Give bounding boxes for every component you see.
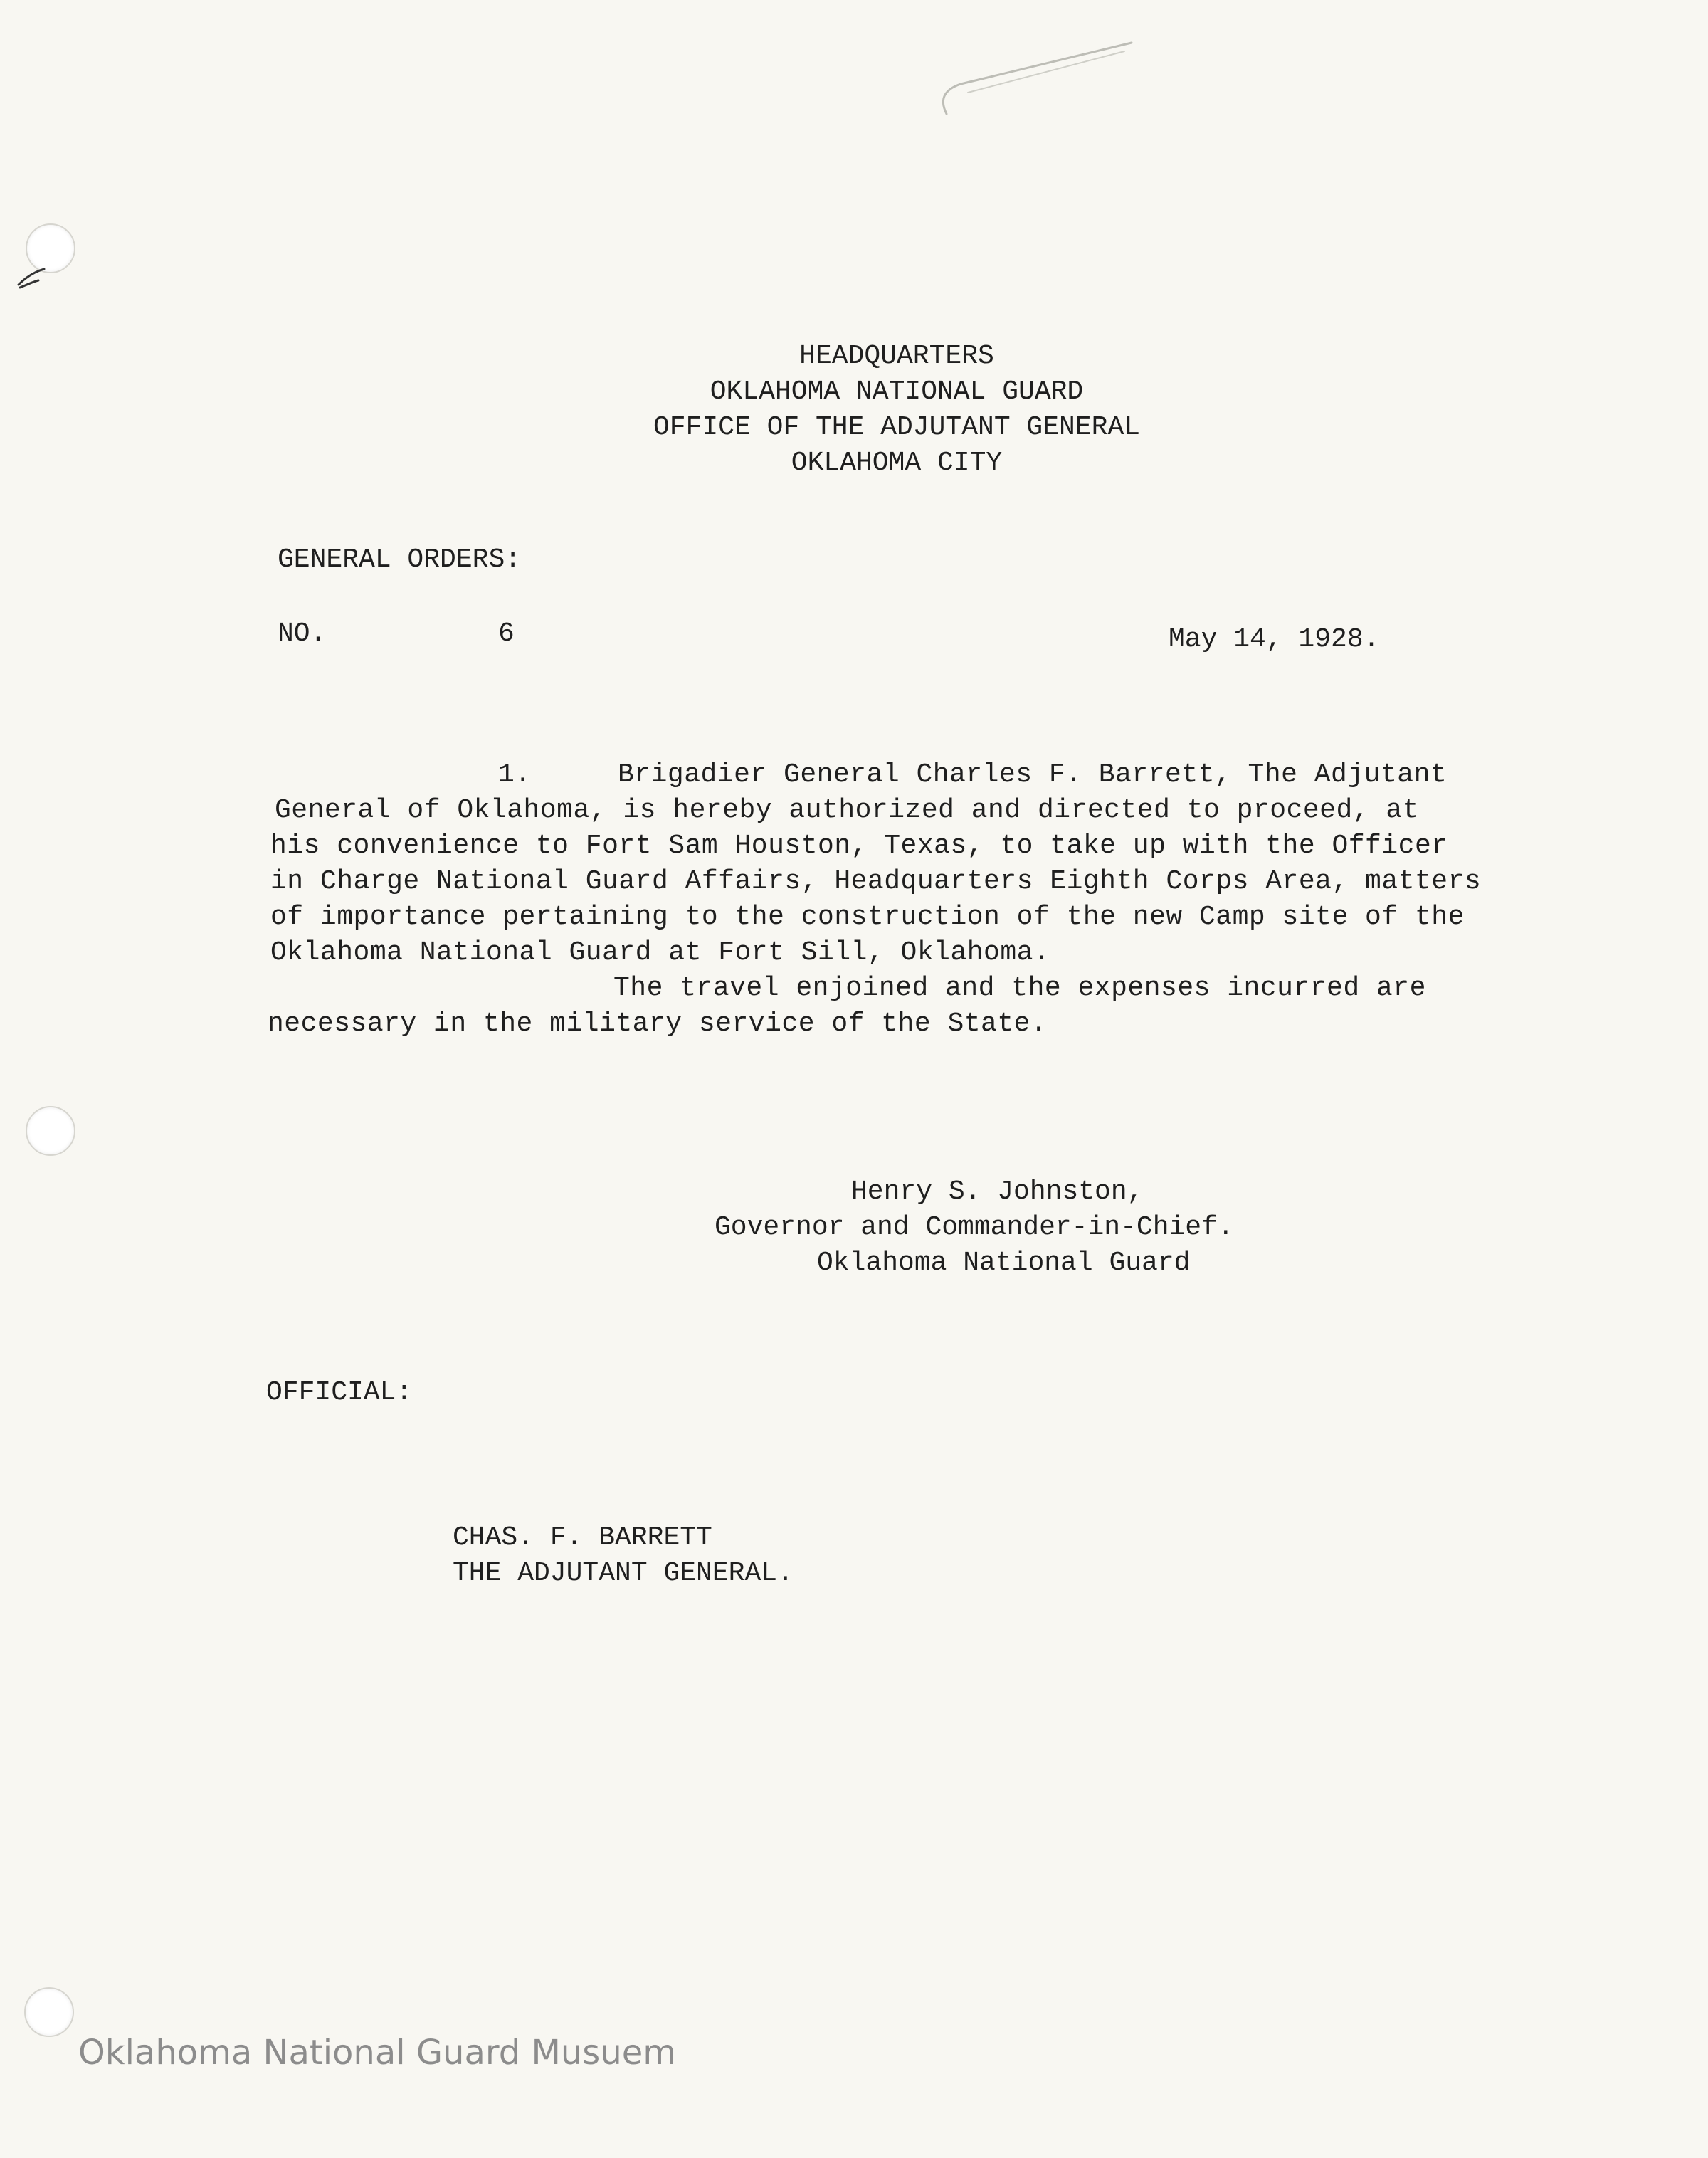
museum-watermark: Oklahoma National Guard Musuem [78, 2033, 677, 2073]
heading-line-headquarters: HEADQUARTERS [799, 341, 994, 372]
official-label: OFFICIAL: [266, 1377, 413, 1408]
letterhead [0, 339, 1708, 481]
order-date: May 14, 1928. [1169, 624, 1380, 655]
body-line-5: of importance pertaining to the construction of the new Camp site of the [270, 902, 1465, 932]
heading-line-guard: OKLAHOMA NATIONAL GUARD [710, 377, 1084, 407]
official-name: CHAS. F. BARRETT [453, 1522, 712, 1553]
order-number-label: NO. [278, 619, 327, 649]
punch-hole-middle [26, 1106, 75, 1156]
punch-hole-bottom [24, 1987, 74, 2037]
signature-name: Henry S. Johnston, [851, 1177, 1144, 1207]
body-line-7: The travel enjoined and the expenses incurred are [613, 973, 1426, 1004]
signature-org: Oklahoma National Guard [817, 1248, 1191, 1278]
heading-line-city: OKLAHOMA CITY [791, 448, 1003, 478]
pen-mark-icon [13, 256, 56, 292]
body-line-1: Brigadier General Charles F. Barrett, The Adjutant [618, 759, 1448, 790]
heading-line-office: OFFICE OF THE ADJUTANT GENERAL [653, 412, 1141, 443]
body-line-4: in Charge National Guard Affairs, Headquarters Eighth Corps Area, matters [270, 866, 1482, 897]
paragraph-number: 1. [498, 759, 532, 790]
body-line-2: General of Oklahoma, is hereby authorized and directed to proceed, at [275, 795, 1419, 826]
official-title: THE ADJUTANT GENERAL. [453, 1558, 794, 1589]
signature-title: Governor and Commander-in-Chief. [715, 1212, 1234, 1243]
order-number: 6 [498, 619, 515, 649]
general-orders-label: GENERAL ORDERS: [278, 544, 522, 575]
body-line-6: Oklahoma National Guard at Fort Sill, Oklahoma. [270, 937, 1050, 968]
body-line-3: his convenience to Fort Sam Houston, Texas, to take up with the Officer [270, 831, 1448, 861]
scratch-mark-icon [918, 28, 1153, 128]
body-line-8: necessary in the military service of the State. [268, 1009, 1048, 1039]
